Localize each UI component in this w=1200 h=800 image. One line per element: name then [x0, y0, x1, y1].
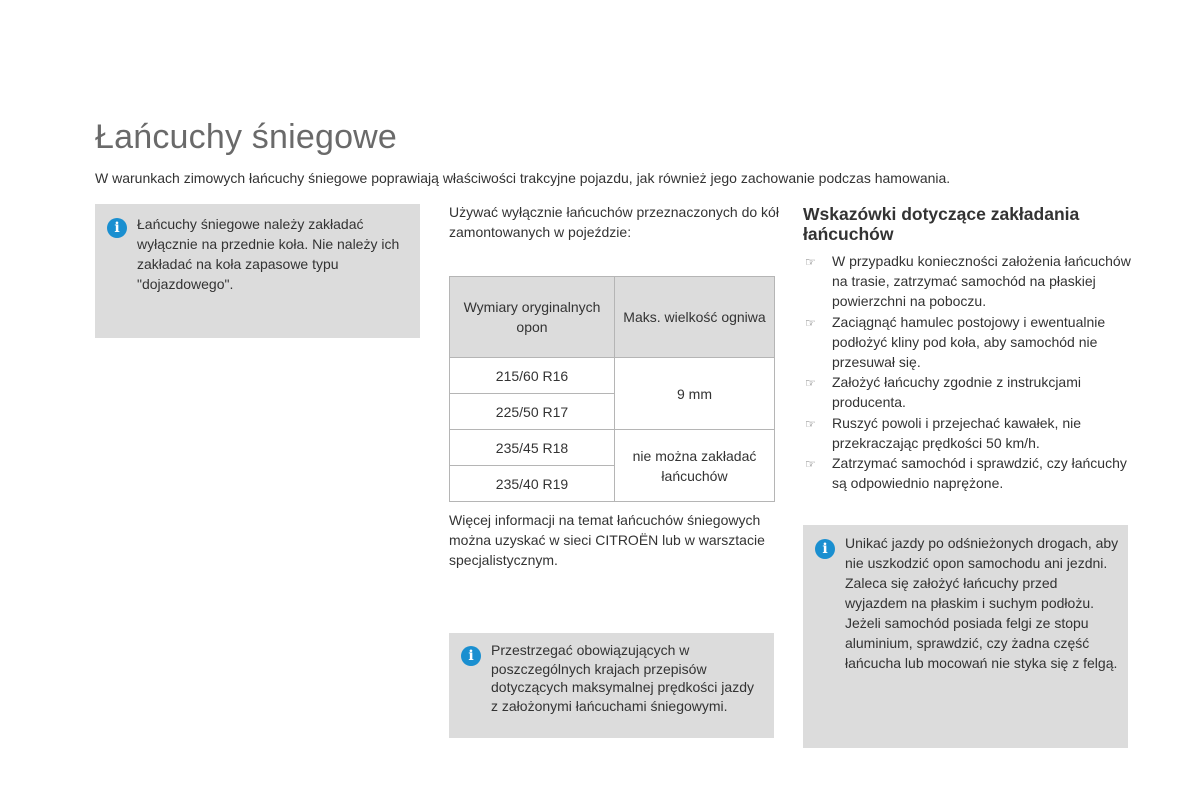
table-cell-tire-size: 235/45 R18	[450, 430, 615, 466]
more-info-paragraph: Więcej informacji na temat łańcuchów śniegowych można uzyskać w sieci CITROËN lub w warsztacie specjalistycznym.	[449, 512, 765, 568]
chains-usage-note: Używać wyłącznie łańcuchów przeznaczonych do kół zamontowanych w pojeździe:	[449, 204, 779, 240]
intro-paragraph: W warunkach zimowych łańcuchy śniegowe poprawiają właściwości trakcyjne pojazdu, jak również jego zachowanie podczas hamowania.	[95, 170, 951, 186]
pointing-hand-icon: ☞	[805, 416, 816, 431]
table-cell-link-size: 9 mm	[615, 358, 775, 430]
list-item-text: Zaciągnąć hamulec postojowy i ewentualnie podłożyć kliny pod koła, aby samochód nie przesuwał się.	[832, 313, 1106, 371]
list-item-text: Ruszyć powoli i przejechać kawałek, nie przekraczając prędkości 50 km/h.	[832, 414, 1081, 451]
list-item	[803, 251, 1133, 312]
list-item	[803, 453, 1133, 493]
info-box-road-care	[803, 525, 1128, 748]
tips-heading: Wskazówki dotyczące zakładania łańcuchów	[803, 204, 1080, 244]
info-box-front-wheels	[95, 204, 420, 338]
pointing-hand-icon: ☞	[805, 255, 816, 269]
table-header-row	[450, 277, 775, 358]
list-item	[803, 312, 1133, 373]
table-cell-link-size: nie można zakładać łańcuchów	[615, 430, 775, 502]
tire-size-table	[449, 276, 775, 502]
table-row	[450, 430, 775, 466]
info-text: Łańcuchy śniegowe należy zakładać wyłącznie na przednie koła. Nie należy ich zakładać na koła zapasowe typu "dojazdowego".	[137, 216, 400, 292]
page-title: Łańcuchy śniegowe	[95, 118, 398, 156]
table-row	[450, 358, 775, 394]
info-text: Unikać jazdy po odśnieżonych drogach, aby nie uszkodzić opon samochodu ani jezdni. Zaleca się założyć łańcuchy przed wyjazdem na płaskim i suchym podłożu. Jeżeli samochód posiada felgi ze stopu aluminium, sprawdzić, czy żadna część łańcucha lub mocowań nie styka się z felgą.	[845, 535, 1119, 671]
info-icon: i	[461, 646, 481, 666]
list-item-text: W przypadku konieczności założenia łańcuchów na trasie, zatrzymać samochód na płaskiej powierzchni na poboczu.	[832, 253, 1131, 310]
table-header-link-size: Maks. wielkość ogniwa	[615, 277, 775, 358]
info-box-speed-limits	[449, 633, 774, 738]
list-item	[803, 372, 1133, 412]
table-cell-tire-size: 225/50 R17	[450, 394, 615, 430]
info-icon: i	[815, 539, 835, 559]
pointing-hand-icon: ☞	[805, 315, 816, 330]
list-item	[803, 413, 1133, 453]
table-header-tire-size: Wymiary oryginalnych opon	[450, 277, 615, 358]
info-icon: i	[107, 218, 127, 238]
list-item-text: Zatrzymać samochód i sprawdzić, czy łańcuchy są odpowiednio naprężone.	[832, 455, 1127, 492]
pointing-hand-icon: ☞	[805, 457, 816, 472]
info-text: Przestrzegać obowiązujących w poszczególnych krajach przepisów dotyczących maksymalnej prędkości jazdy z założonymi łańcuchami śniegowymi.	[491, 642, 754, 714]
pointing-hand-icon: ☞	[805, 376, 816, 391]
list-item-text: Założyć łańcuchy zgodnie z instrukcjami producenta.	[832, 374, 1081, 411]
tips-list	[803, 251, 1133, 493]
table-cell-tire-size: 215/60 R16	[450, 358, 615, 394]
table-cell-tire-size: 235/40 R19	[450, 466, 615, 502]
